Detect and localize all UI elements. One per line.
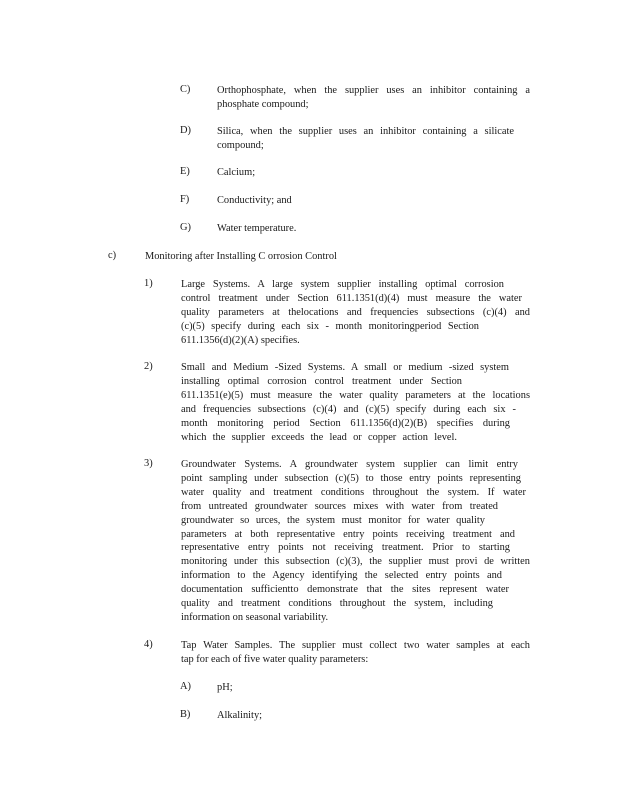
item-text: [217, 681, 233, 695]
item-label: C): [180, 84, 191, 95]
item-text: [217, 166, 255, 180]
text-line: information on seasonal variability.: [181, 611, 329, 623]
text-line: Monitoring after Installing C orrosion Control: [145, 251, 337, 262]
item-label: 1): [144, 278, 153, 289]
text-line: Orthophosphate, when the supplier uses an inhibitor containing a: [217, 85, 530, 96]
text-line: Tap Water Samples. The supplier must collect two water samples at each: [181, 640, 530, 651]
item-text: [217, 709, 262, 723]
text-line: Large Systems. A large system supplier installing optimal corrosion: [181, 279, 504, 290]
item-label: F): [180, 194, 190, 205]
item-label: 3): [144, 458, 153, 469]
text-line: representative entry points not receiving treatment. Prior to starting: [181, 542, 510, 554]
text-line: information to the Agency identifying the selected entry points and: [181, 570, 502, 582]
item-label: 4): [144, 639, 153, 650]
text-line: 611.1356(d)(2)(A) specifies.: [181, 334, 300, 346]
text-line: Conductivity; and: [217, 195, 292, 206]
item-text: [217, 125, 514, 153]
text-line: documentation sufficientto demonstrate that the sites represent water: [181, 584, 509, 596]
item-label: G): [180, 222, 191, 233]
text-line: from untreated groundwater sources mixes with water from treated: [181, 500, 498, 512]
text-line: water quality and treatment conditions throughout the system. If water: [181, 486, 526, 498]
text-line: 611.1351(e)(5) must measure the water quality parameters at the locations: [181, 389, 530, 401]
text-line: Calcium;: [217, 167, 256, 178]
text-line: installing optimal corrosion control treatment under Section: [181, 375, 462, 387]
item-text: [217, 194, 292, 208]
item-label: B): [180, 709, 191, 720]
item-label: c): [108, 250, 117, 261]
text-line: Small and Medium -Sized Systems. A small or medium -sized system: [181, 362, 509, 373]
item-text: [217, 222, 296, 236]
text-line: control treatment under Section 611.1351(d)(4) must measure the water: [181, 292, 522, 304]
item-text: [217, 84, 530, 112]
item-label: A): [180, 681, 191, 692]
item-label: E): [180, 166, 190, 177]
text-line: month monitoring period Section 611.1356(d)(2)(B) specifies during: [181, 417, 510, 429]
text-line: quality parameters at thelocations and frequencies subsections (c)(4) and: [181, 306, 530, 318]
text-line: (c)(5) specify during each six - month monitoringperiod Section: [181, 320, 479, 332]
text-line: phosphate compound;: [217, 98, 309, 110]
text-line: parameters at both representative entry points receiving treatment and: [181, 528, 515, 540]
text-line: Groundwater Systems. A groundwater system supplier can limit entry: [181, 459, 518, 470]
text-line: point sampling under subsection (c)(5) to those entry points representing: [181, 472, 521, 484]
text-line: which the supplier exceeds the lead or copper action level.: [181, 431, 457, 443]
text-line: groundwater so urces, the system must monitor for water quality: [181, 514, 485, 526]
text-line: compound;: [217, 139, 264, 151]
text-line: Silica, when the supplier uses an inhibitor containing a silicate: [217, 126, 514, 137]
text-line: Water temperature.: [217, 223, 297, 234]
section-title: [145, 250, 337, 264]
item-label: D): [180, 125, 191, 136]
text-line: and frequencies subsections (c)(4) and (c)(5) specify during each six -: [181, 403, 516, 415]
text-line: quality and treatment conditions throughout the system, including: [181, 598, 493, 610]
text-line: pH;: [217, 682, 233, 693]
item-text: [181, 458, 530, 625]
item-text: [181, 361, 530, 444]
item-text: [181, 639, 530, 667]
text-line: Alkalinity;: [217, 710, 263, 721]
text-line: tap for each of five water quality parameters:: [181, 653, 369, 665]
item-text: [181, 278, 530, 348]
item-label: 2): [144, 361, 153, 372]
text-line: monitoring under this subsection (c)(3), the supplier must provi de written: [181, 556, 530, 568]
